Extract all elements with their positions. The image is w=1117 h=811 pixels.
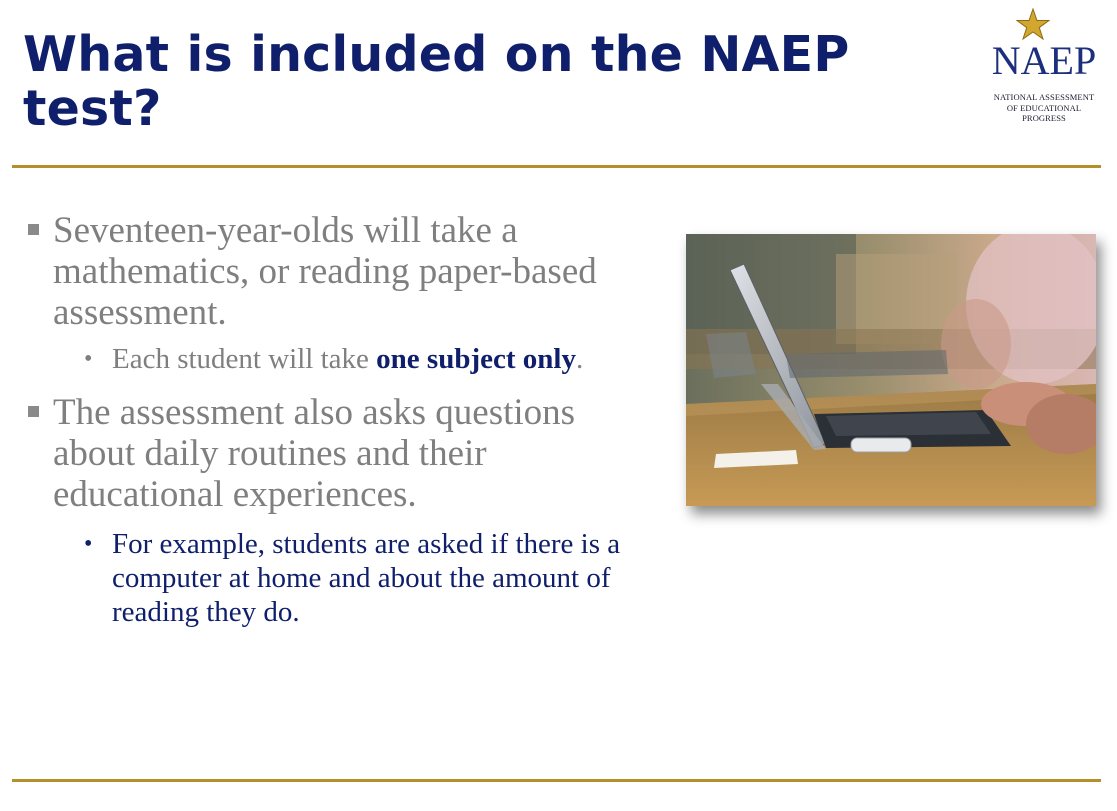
sub-bullet-emphasis: one subject only xyxy=(376,343,576,375)
logo-subtitle-line: OF EDUCATIONAL xyxy=(1006,102,1082,113)
sub-bullet-suffix: . xyxy=(575,343,584,375)
students-tablet-photo xyxy=(686,234,1096,506)
logo-wordmark: NAEP xyxy=(991,38,1097,83)
sub-bullet-prefix: Each student will take xyxy=(112,343,377,375)
square-bullet-icon xyxy=(28,224,39,235)
bullet-text: The assessment also asks questions about daily routines and their educational experiences. xyxy=(53,392,576,515)
logo-subtitle-line: PROGRESS xyxy=(1022,113,1066,123)
logo-subtitle-line: NATIONAL ASSESSMENT xyxy=(993,92,1095,102)
bullet-item xyxy=(24,210,624,333)
gold-star-icon xyxy=(1016,8,1050,42)
footer-divider xyxy=(12,779,1101,782)
bullet-text: Seventeen-year-olds will take a mathematics, or reading paper-based assessment. xyxy=(53,210,597,333)
slide-title: What is included on the NAEP test? xyxy=(23,26,850,137)
sub-bullet-item xyxy=(24,342,624,376)
round-bullet-icon: • xyxy=(84,531,93,557)
title-divider xyxy=(12,165,1101,168)
bullet-list xyxy=(24,210,624,629)
photo-illustration xyxy=(686,234,1096,506)
bullet-item xyxy=(24,392,624,515)
round-bullet-icon: • xyxy=(84,346,93,372)
sub-bullet-item xyxy=(24,527,624,629)
sub-bullet-text: For example, students are asked if there is a computer at home and about the amount of reading they do. xyxy=(112,528,621,628)
logo-subtitle xyxy=(986,92,1102,124)
square-bullet-icon xyxy=(28,406,39,417)
naep-logo xyxy=(986,8,1102,128)
